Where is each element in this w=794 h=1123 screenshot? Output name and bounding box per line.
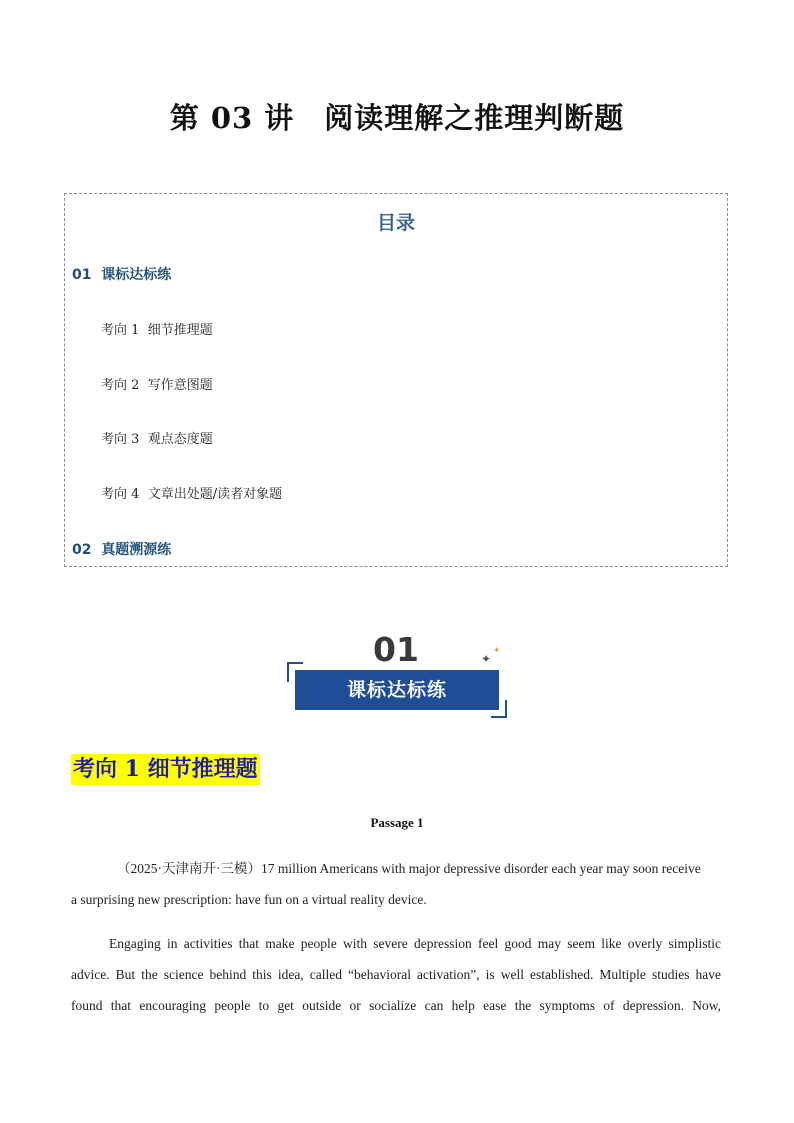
- section-banner: [283, 626, 509, 718]
- banner-label: 课标达标练: [346, 679, 447, 701]
- toc-item-label: 写作意图题: [147, 378, 213, 393]
- toc-item-4[interactable]: [101, 483, 282, 502]
- banner-bar: [295, 670, 499, 710]
- banner-number: 01: [373, 630, 419, 669]
- toc-section-2-num: 02: [72, 542, 92, 558]
- passage-paragraph-2: [71, 928, 721, 1021]
- paragraph-line: found that encouraging people to get outside or socialize can help ease the symptoms of depression. Now,: [71, 998, 721, 1013]
- toc-item-label: 文章出处题/读者对象题: [147, 487, 283, 502]
- toc-item-label: 观点态度题: [147, 432, 213, 447]
- toc-item-prefix: 考向: [101, 323, 128, 338]
- sparkle-icon: ✦: [481, 652, 492, 666]
- passage-paragraph-1: [71, 853, 721, 915]
- page-title: 第 03 讲 阅读理解之推理判断题: [169, 101, 625, 135]
- toc-item-3[interactable]: [101, 428, 213, 447]
- toc-section-1-num: 01: [72, 267, 92, 283]
- toc-section-2[interactable]: [72, 539, 171, 559]
- toc-section-1-label: 课标达标练: [101, 267, 172, 283]
- bracket-decoration: [491, 700, 507, 718]
- paragraph-line: （2025·天津南开·三模）17 million Americans with major depressive disorder each year may soon receive: [117, 861, 701, 876]
- section-heading: 考向 1 细节推理题: [71, 754, 260, 785]
- toc-item-num: 2: [131, 378, 140, 393]
- toc-item-1[interactable]: [101, 319, 213, 338]
- table-of-contents: [64, 193, 728, 567]
- sparkle-icon: ✦: [493, 646, 501, 656]
- toc-item-num: 3: [131, 432, 140, 447]
- toc-item-num: 4: [131, 487, 140, 502]
- toc-item-prefix: 考向: [101, 432, 128, 447]
- toc-item-num: 1: [131, 323, 140, 338]
- toc-section-2-label: 真题溯源练: [101, 542, 172, 558]
- paragraph-line: a surprising new prescription: have fun on a virtual reality device.: [71, 892, 427, 907]
- paragraph-line: Engaging in activities that make people with severe depression feel good may seem like overly simplistic: [109, 936, 721, 951]
- toc-item-prefix: 考向: [101, 487, 128, 502]
- paragraph-line: advice. But the science behind this idea, called “behavioral activation”, is well established. Multiple studies have: [71, 967, 721, 982]
- passage-title: Passage 1: [370, 815, 424, 830]
- toc-section-1[interactable]: [72, 264, 171, 284]
- toc-heading: 目录: [376, 212, 415, 234]
- toc-item-prefix: 考向: [101, 378, 128, 393]
- toc-item-2[interactable]: [101, 374, 213, 393]
- toc-item-label: 细节推理题: [147, 323, 213, 338]
